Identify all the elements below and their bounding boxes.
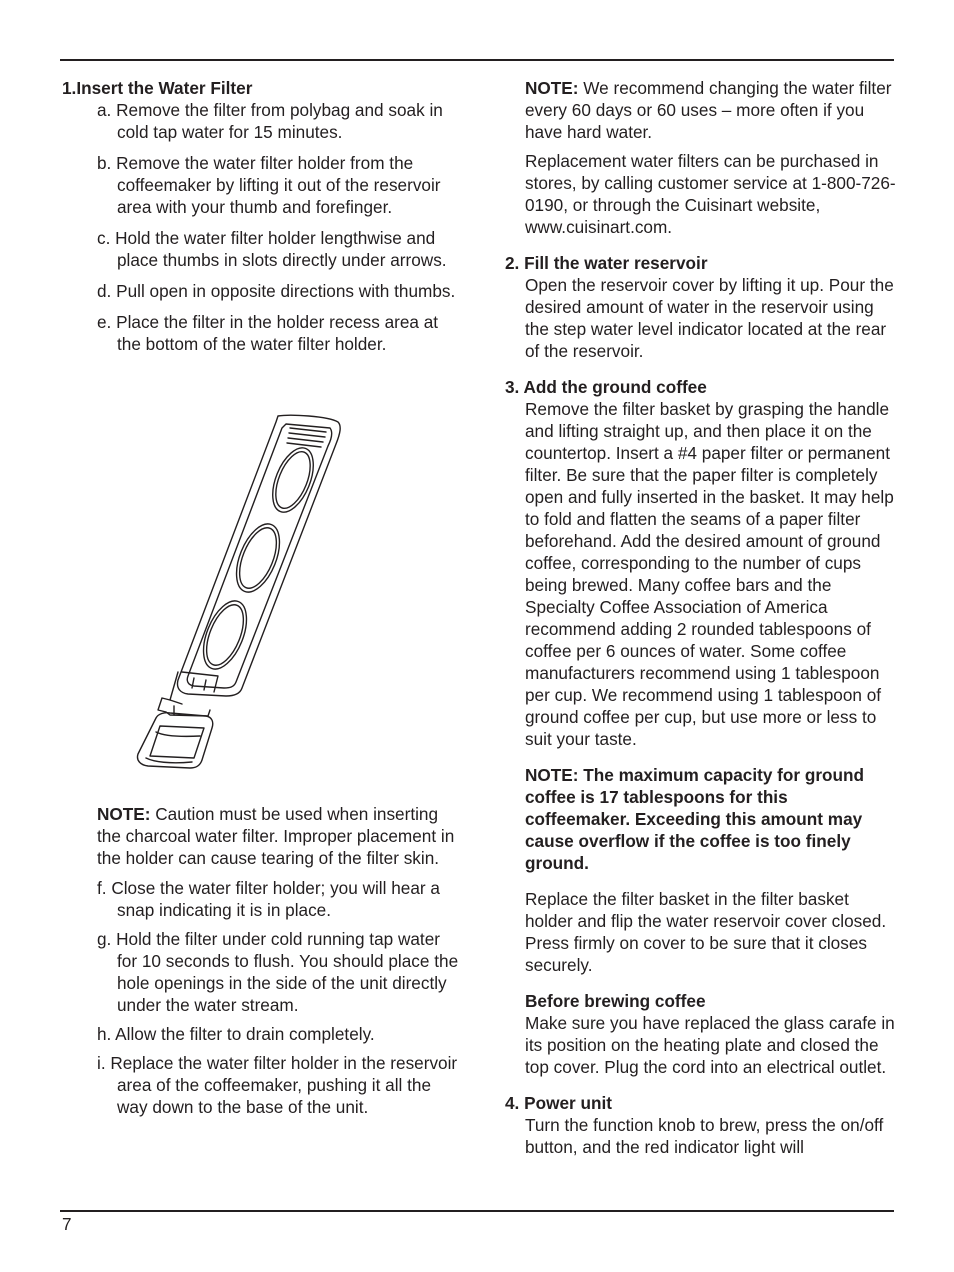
step3-heading: 3. Add the ground coffee [505, 377, 707, 397]
left-column [62, 77, 462, 364]
step1-d: d. Pull open in opposite directions with thumbs. [97, 281, 456, 301]
step1-c: c. Hold the water filter holder lengthwise and place thumbs in slots directly under arrows. [97, 228, 447, 270]
step2-text: Open the reservoir cover by lifting it up. Pour the desired amount of water in the reservoir using the step water level indicator located at the rear of the reservoir. [525, 275, 894, 361]
step3-text: Remove the filter basket by grasping the handle and lifting straight up, and then place it on the countertop. Insert a #4 paper filter or permanent filter. Be sure that the paper filter is completely open and fully inserted in the basket. It may help to fold and flatten the seams of a paper filter beforehand. Add the desired amount of ground coffee, corresponding to the number of cups being brewed. Many coffee bars and the Specialty Coffee Association of America recommend adding 2 rounded tablespoons of coffee per 6 ounces of water. Some coffee manufacturers recommend using 1 tablespoon per cup. We recommend using 1 tablespoon of ground coffee per cup, but use more or less to suit your taste. [525, 399, 894, 749]
step1-heading: 1.Insert the Water Filter [62, 78, 253, 98]
before-brewing-text: Make sure you have replaced the glass carafe in its position on the heating plate and closed the top cover. Plug the cord into an electrical outlet. [525, 1013, 895, 1077]
step1-e: e. Place the filter in the holder recess area at the bottom of the water filter holder. [97, 312, 439, 354]
note-text: Caution must be used when inserting the charcoal water filter. Improper placement in the holder can cause tearing of the filter skin. [97, 804, 455, 868]
step1-a: a. Remove the filter from polybag and soak in cold tap water for 15 minutes. [97, 100, 443, 142]
right-column [505, 77, 897, 1158]
replacement-filters-text: Replacement water filters can be purchased in stores, by calling customer service at 1-800-726-0190, or through the Cuisinart website, www.cuisinart.com. [525, 151, 896, 237]
note-label: NOTE: [97, 804, 151, 824]
step2-heading: 2. Fill the water reservoir [505, 253, 708, 273]
step1-b: b. Remove the water filter holder from the coffeemaker by lifting it out of the reservoir area with your thumb and forefinger. [97, 153, 441, 217]
step4-text: Turn the function knob to brew, press the on/off button, and the red indicator light will [525, 1115, 884, 1157]
capacity-note: NOTE: The maximum capacity for ground coffee is 17 tablespoons for this coffeemaker. Exceeding this amount may cause overflow if the coffee is too finely ground. [525, 765, 865, 873]
filter-change-note [525, 77, 897, 143]
step1-h: h. Allow the filter to drain completely. [97, 1024, 375, 1044]
top-rule [60, 59, 894, 61]
note1-text: We recommend changing the water filter every 60 days or 60 uses – more often if you have hard water. [525, 78, 892, 142]
filter-caution-note [97, 803, 462, 869]
step1-f: f. Close the water filter holder; you will hear a snap indicating it is in place. [97, 878, 440, 920]
left-column-lower [62, 803, 462, 1125]
note1-label: NOTE: [525, 78, 579, 98]
page-number: 7 [62, 1214, 72, 1234]
replace-basket-text: Replace the filter basket in the filter basket holder and flip the water reservoir cover closed. Press firmly on cover to be sure that it closes securely. [525, 889, 887, 975]
water-filter-holder-illustration [130, 410, 350, 780]
bottom-rule [60, 1210, 894, 1212]
step4-heading: 4. Power unit [505, 1093, 612, 1113]
step1-i: i. Replace the water filter holder in the reservoir area of the coffeemaker, pushing it all the way down to the base of the unit. [97, 1053, 458, 1117]
before-brewing-heading: Before brewing coffee [525, 991, 706, 1011]
step1-g: g. Hold the filter under cold running tap water for 10 seconds to flush. You should place the hole openings in the side of the unit directly under the water stream. [97, 929, 459, 1015]
